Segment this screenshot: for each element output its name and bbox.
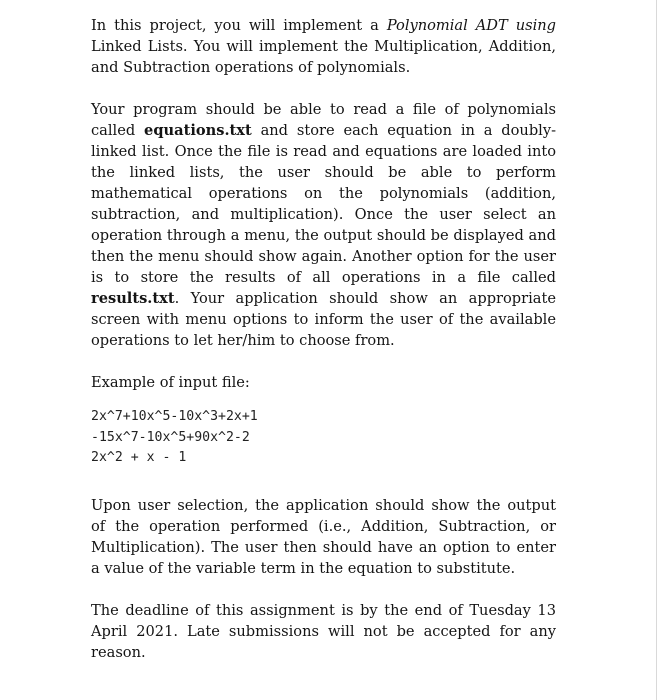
requirements-text-2: and store each equation in a doubly-linked list. Once the file is read and equations are loaded into the linked lists, the user should be able to perform mathematical operations on the polynomials (addition, subtraction, and multiplication). Once the user select an operation through a menu, the output should be displayed and then the menu should show again. Another option for the user is to store the results of all operations in a file called [91, 122, 557, 286]
input-filename: equations.txt [144, 122, 252, 139]
example-line-1: 2x^7+10x^5-10x^3+2x+1 [91, 409, 258, 424]
requirements-paragraph [91, 99, 556, 351]
intro-paragraph [91, 15, 556, 78]
requirements-text-3: . Your application should show an appropriate screen with menu options to inform the user of the available operations to let her/him to choose from. [91, 290, 556, 349]
intro-text-end: Linked Lists. You will implement the Multiplication, Addition, and Subtraction operations of polynomials. [91, 38, 556, 76]
selection-paragraph: Upon user selection, the application should show the output of the operation performed (i.e., Addition, Subtraction, or Multiplication). The user then should have an option to enter a value of the variable term in the equation to substitute. [91, 496, 556, 577]
deadline-paragraph: The deadline of this assignment is by the end of Tuesday 13 April 2021. Late submissions will not be accepted for any reason. [91, 601, 556, 661]
document-body [91, 15, 556, 663]
example-input-block [91, 407, 556, 469]
example-line-2: -15x^7-10x^5+90x^2-2 [91, 429, 250, 445]
example-heading: Example of input file: [91, 374, 250, 391]
example-line-3: 2x^2 + x - 1 [91, 450, 187, 465]
output-filename: results.txt [91, 290, 175, 307]
intro-emphasis: Polynomial ADT using [386, 17, 556, 34]
intro-text-start: In this project, you will implement a [91, 17, 387, 34]
requirements-text-1: Your program should be able to read a file of polynomials called [91, 101, 556, 139]
